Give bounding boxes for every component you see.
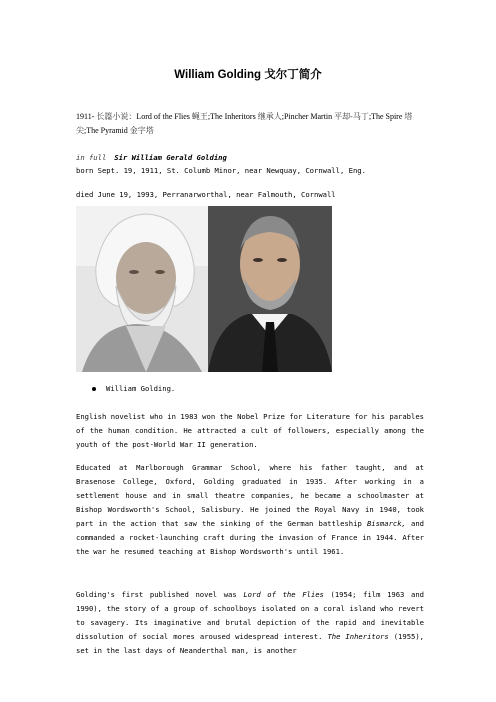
novels-label: 长篇小说： <box>96 112 137 121</box>
novels-intro: 1911- 长篇小说：Lord of the Flies 蝇王;The Inheritors 继承人;Pincher Martin 平却-马丁;The Spire 塔尖;The Pyramid 金字塔 <box>76 112 413 135</box>
paragraph-3-text-a: Golding's first published novel was <box>76 590 237 599</box>
paragraph-2-text-a: Educated at Marlborough Grammar School, where his father taught, and at Brasenose College, Oxford, Golding graduated in 1935. After working in a settlement house and in small theatre companies, he became a schoolmaster at Bishop Wordsworth's School, Salisbury. He joined the Royal Navy in 1940, took part in the action that saw the sinking of the German battleship <box>76 463 424 528</box>
book-title-1: Lord of the Flies <box>243 590 324 599</box>
death-line: died June 19, 1993, Perranarworthal, near Falmouth, Cornwall <box>76 190 336 199</box>
page-title: William Golding 戈尔丁简介 <box>174 69 322 81</box>
paragraph-3-text-b: (1954; film 1963 and 1990), the story of a group of schoolboys isolated on a coral island who revert to savagery. Its imaginative and brutal depiction of the rapid and inevitable dissolution of social mores aroused widespread interest. <box>76 590 424 641</box>
novel-5-cn: 金字塔 <box>129 126 154 135</box>
portrait-photo-left <box>76 206 208 372</box>
photo-caption <box>92 384 175 393</box>
portrait-photo-right <box>208 206 332 372</box>
novel-3-en: Pincher Martin <box>283 112 333 121</box>
paragraph-1: English novelist who in 1983 won the Nobel Prize for Literature for his parables of the human condition. He attracted a cult of followers, especially among the youth of the post-World War II generation. <box>76 412 424 449</box>
novel-4-cn: 塔尖 <box>76 112 413 135</box>
full-name: Sir William Gerald Golding <box>114 153 227 162</box>
paragraph-3 <box>76 588 424 658</box>
novel-1-cn: 蝇王 <box>191 112 208 121</box>
life-dates: 1911- <box>76 112 95 121</box>
novel-3-cn: 平却-马丁 <box>334 112 369 121</box>
portrait-right-image <box>208 206 332 372</box>
book-title-2: The Inheritors <box>327 632 389 641</box>
novel-4-en: The Spire <box>371 112 403 121</box>
paragraph-2-text-b: and commanded a rocket-launching craft during the invasion of France in 1944. After the war he resumed teaching at Bishop Wordsworth's until 1961. <box>76 519 425 556</box>
novel-2-en: The Inheritors <box>210 112 256 121</box>
birth-line: born Sept. 19, 1911, St. Columb Minor, near Newquay, Cornwall, Eng. <box>76 166 366 175</box>
in-full-label: in full <box>76 153 107 162</box>
novel-1-en: Lord of the Flies <box>136 112 190 121</box>
portrait-left-image <box>76 206 208 372</box>
full-name-line <box>76 153 227 162</box>
paragraph-3-text-c: (1955), set in the last days of Neanderthal man, is another <box>76 632 425 655</box>
novel-2-cn: 继承人 <box>257 112 282 121</box>
bullet-dot <box>92 387 96 391</box>
ship-name: Bismarck, <box>366 519 406 528</box>
paragraph-2 <box>76 461 424 559</box>
caption-text: William Golding. <box>106 384 176 393</box>
novel-5-en: The Pyramid <box>86 126 128 135</box>
